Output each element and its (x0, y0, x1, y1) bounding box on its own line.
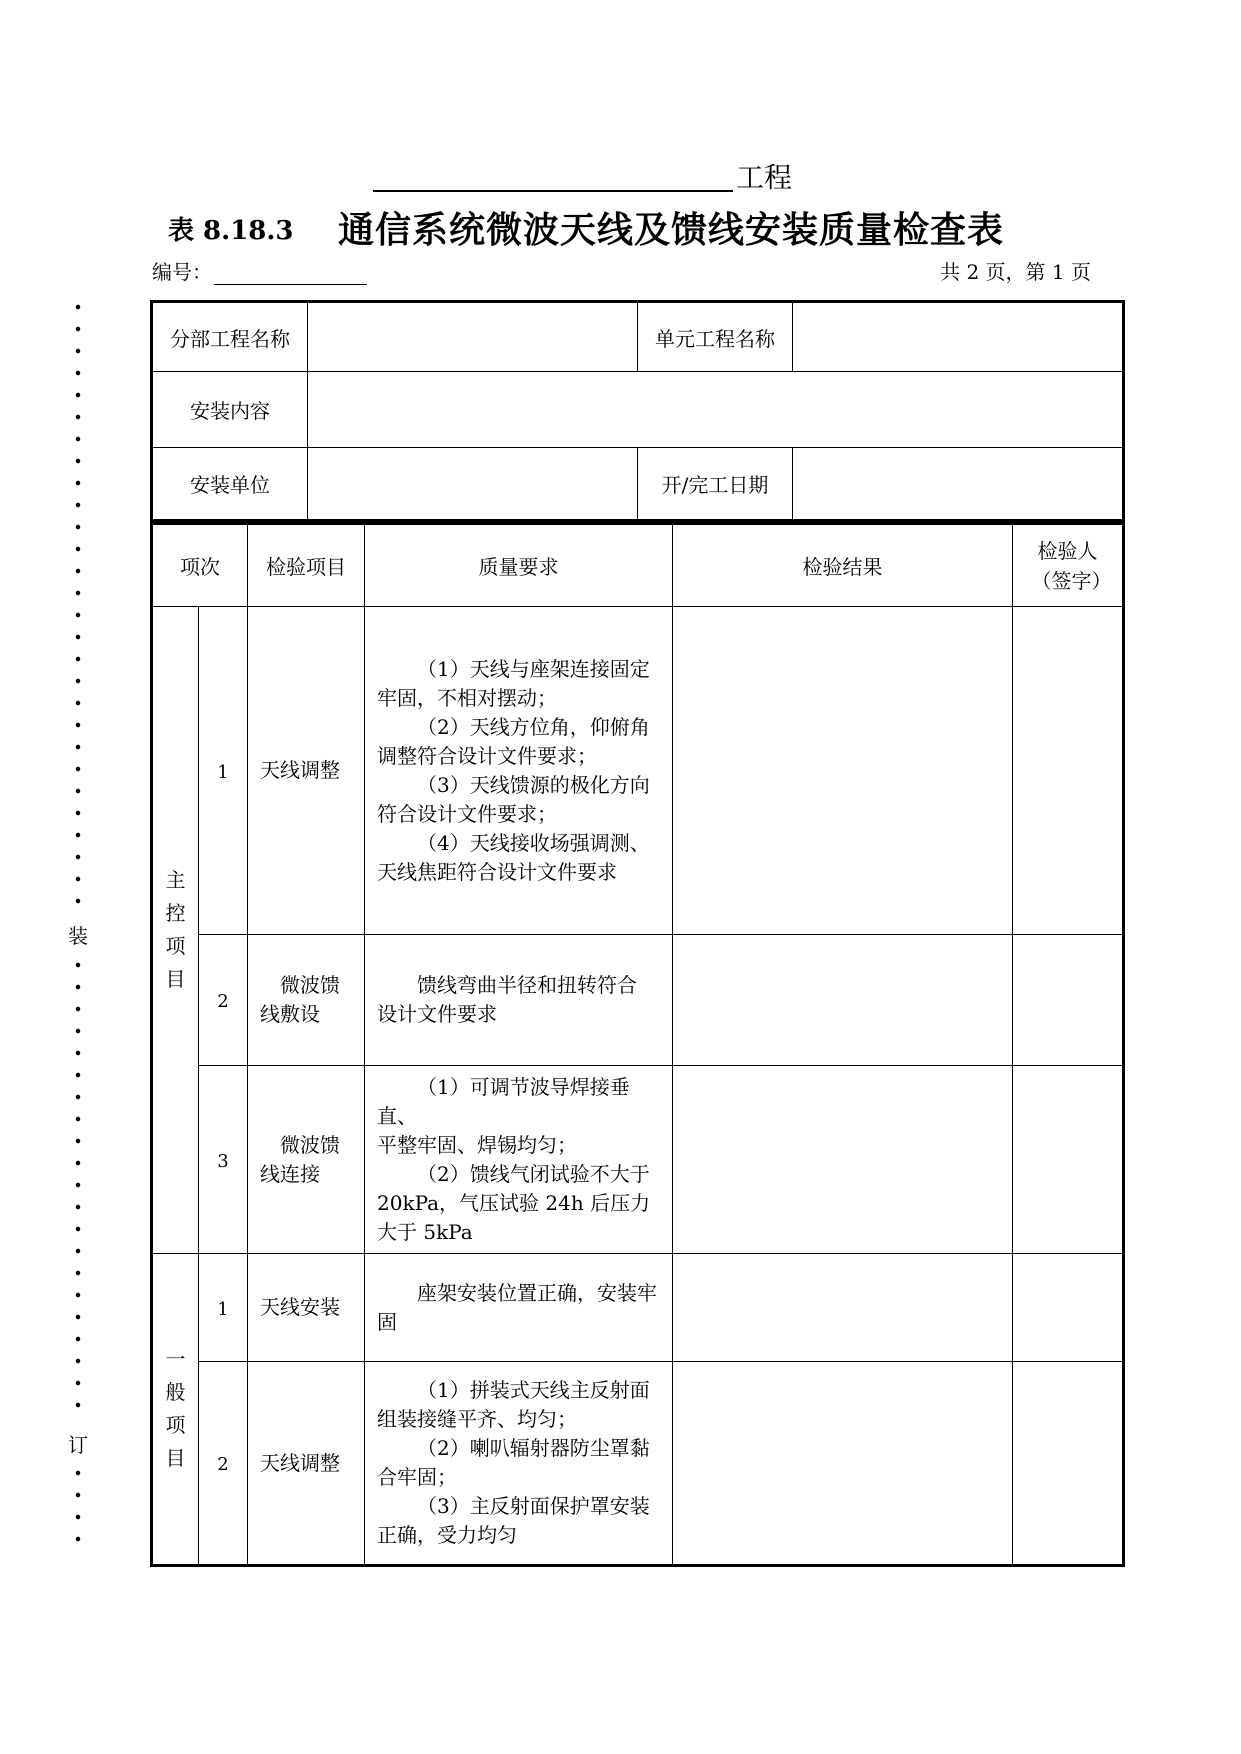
quality-requirement (365, 1362, 673, 1566)
group-main-control (152, 607, 199, 1254)
table-row (152, 1066, 1124, 1254)
date-field[interactable] (793, 447, 1124, 520)
binding-char-top: 装 (68, 924, 88, 948)
table-header-row (152, 524, 1124, 607)
inspector-signature-field[interactable] (1013, 1362, 1124, 1566)
col-header-check-item: 检验项目 (248, 524, 365, 607)
item-no (199, 1254, 248, 1362)
requirement-line: 正确，受力均匀 (377, 1523, 517, 1547)
group-main-control-label: 主控项目 (165, 868, 186, 991)
result-field[interactable] (673, 1362, 1013, 1566)
requirement-line: （4）天线接收场强调测、 (417, 830, 650, 855)
item-name-value: 微波馈线敷设 (260, 973, 340, 1026)
item-no-value: 1 (217, 1298, 229, 1320)
project-name-line (373, 152, 793, 194)
requirement-line: 天线焦距符合设计文件要求 (377, 859, 617, 884)
item-name-value: 天线安装 (260, 1295, 340, 1319)
inspection-table (150, 522, 1125, 1567)
binding-dots-lower (75, 1462, 81, 1542)
quality-requirement (365, 1066, 673, 1254)
requirement-line: （2）天线方位角，仰俯角 (417, 714, 650, 739)
binding-char-bottom: 订 (68, 1433, 88, 1457)
requirement-line: （1）拼装式天线主反射面 (417, 1378, 650, 1402)
inspector-signature-field[interactable] (1013, 935, 1124, 1066)
requirement-line: （2）馈线气闭试验不大于 (417, 1161, 650, 1186)
division-name-label: 分部工程名称 (152, 302, 308, 372)
item-name-value: 微波馈线连接 (260, 1132, 340, 1186)
col-header-inspector (1013, 524, 1124, 607)
install-unit-label: 安装单位 (152, 447, 308, 520)
inspector-signature-field[interactable] (1013, 1066, 1124, 1254)
result-field[interactable] (673, 935, 1013, 1066)
result-field[interactable] (673, 1066, 1013, 1254)
item-no-value: 3 (217, 1150, 229, 1172)
requirement-line: （1）天线与座架连接固定 (417, 656, 650, 681)
item-no-value: 1 (217, 761, 229, 783)
requirement-line: （2）喇叭辐射器防尘罩黏 (417, 1436, 650, 1460)
result-field[interactable] (673, 1254, 1013, 1362)
result-field[interactable] (673, 607, 1013, 935)
col-header-result: 检验结果 (673, 524, 1013, 607)
inspector-signature-field[interactable] (1013, 1254, 1124, 1362)
col-header-item-no: 项次 (152, 524, 248, 607)
serial-label: 编号： (152, 260, 212, 284)
unit-name-field[interactable] (793, 302, 1124, 372)
item-no (199, 1066, 248, 1254)
install-unit-field[interactable] (308, 447, 638, 520)
unit-name-label: 单元工程名称 (638, 302, 793, 372)
install-content-field[interactable] (308, 372, 1124, 447)
project-name-blank[interactable] (373, 190, 733, 192)
requirement-line: 固 (377, 1309, 397, 1334)
item-no-value: 2 (217, 991, 229, 1012)
inspector-signature-field[interactable] (1013, 607, 1124, 935)
item-name (248, 935, 365, 1066)
table-row (152, 935, 1124, 1066)
item-no (199, 935, 248, 1066)
install-content-label: 安装内容 (152, 372, 308, 447)
project-suffix: 工程 (736, 161, 793, 194)
table-row (152, 1254, 1124, 1362)
requirement-line: 符合设计文件要求； (377, 801, 557, 826)
group-general-label: 一般项目 (165, 1347, 186, 1470)
requirement-line: 平整牢固、焊锡均匀； (377, 1132, 577, 1157)
requirement-line: 组装接缝平齐、均匀； (377, 1407, 577, 1431)
binding-dots-upper (75, 296, 81, 914)
item-name-value: 天线调整 (260, 758, 340, 782)
binding-dots-middle (75, 954, 81, 1424)
item-no (199, 607, 248, 935)
binding-margin (66, 296, 90, 1541)
quality-requirement (365, 607, 673, 935)
requirement-line: （3）天线馈源的极化方向 (417, 772, 650, 797)
division-name-field[interactable] (308, 302, 638, 372)
requirement-line: 设计文件要求 (377, 1002, 497, 1026)
group-general (152, 1254, 199, 1566)
info-table (150, 300, 1125, 522)
item-no (199, 1362, 248, 1566)
requirement-line: 座架安装位置正确，安装牢 (417, 1280, 657, 1305)
table-row (152, 1362, 1124, 1566)
requirement-line: 牢固，不相对摆动； (377, 685, 557, 710)
quality-requirement (365, 935, 673, 1066)
table-row (152, 607, 1124, 935)
table-number: 表 8.18.3 (168, 216, 294, 246)
serial-number (152, 256, 367, 285)
requirement-line: 合牢固； (377, 1465, 457, 1489)
date-label: 开/完工日期 (638, 447, 793, 520)
requirement-line: 20kPa，气压试验 24h 后压力 (377, 1190, 651, 1215)
col-header-inspector-label: 检验人（签字） (1031, 538, 1112, 593)
requirement-line: 大于 5kPa (377, 1219, 473, 1244)
item-name (248, 1254, 365, 1362)
item-name (248, 1362, 365, 1566)
serial-number-blank[interactable] (214, 264, 367, 285)
requirement-line: （3）主反射面保护罩安装 (417, 1494, 650, 1518)
requirement-line: 馈线弯曲半径和扭转符合 (417, 973, 637, 997)
item-name (248, 1066, 365, 1254)
item-name-value: 天线调整 (260, 1450, 340, 1475)
requirement-line: （1）可调节波导焊接垂直、 (377, 1074, 630, 1128)
page-info: 共 2 页，第 1 页 (940, 260, 1091, 284)
page-title: 通信系统微波天线及馈线安装质量检查表 (338, 209, 1005, 251)
item-name (248, 607, 365, 935)
col-header-quality-req: 质量要求 (365, 524, 673, 607)
requirement-line: 调整符合设计文件要求； (377, 743, 597, 768)
item-no-value: 2 (217, 1454, 229, 1475)
quality-requirement (365, 1254, 673, 1362)
